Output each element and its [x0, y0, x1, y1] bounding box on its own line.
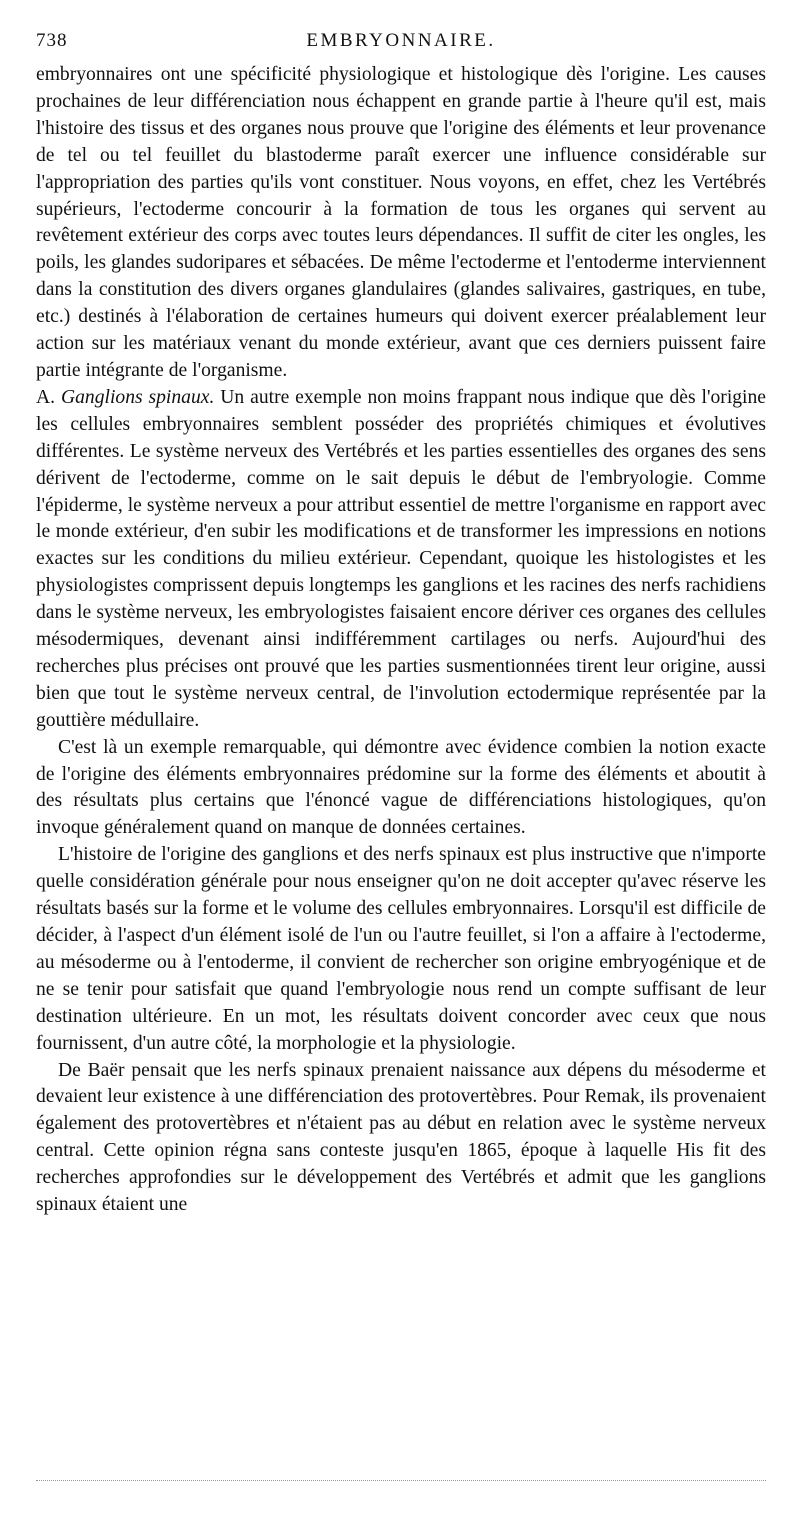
paragraph-2 [36, 385, 766, 735]
bottom-dotted-rule [36, 1480, 766, 1481]
page-header [36, 30, 766, 58]
page-number: 738 [36, 30, 68, 51]
paragraph-5: De Baër pensait que les nerfs spinaux prenaient naissance aux dépens du mésoderme et devaient leur existence à une différenciation des protovertèbres. Pour Remak, ils provenaient également des protovertèbres et n'étaient pas au début en relation avec le système nerveux central. Cette opinion régna sans conteste jusqu'en 1865, époque à laquelle His fit des recherches approfondies sur le développement des Vertébrés et admit que les ganglions spinaux étaient une [36, 1059, 766, 1216]
running-title: EMBRYONNAIRE. [306, 30, 496, 51]
paragraph-2-text: Un autre exemple non moins frappant nous indique que dès l'origine les cellules embryonnaires semblent posséder des propriétés chimiques et évolutives différentes. Le système nerveux des Vertébrés et les parties essentielles des organes des sens dérivent de l'ectoderme, comme on le sait depuis le début de l'embryologie. Comme l'épiderme, le système nerveux a pour attribut essentiel de mettre l'organisme en rapport avec le monde extérieur, d'en subir les modifications et de transformer les impressions en notions exactes sur les conditions du milieu extérieur. Cependant, quoique les histologistes et les physiologistes comprissent depuis longtemps les ganglions et les racines des nerfs rachidiens dans le système nerveux, les embryologistes faisaient encore dériver ces organes des cellules mésodermiques, devenant ainsi indifféremment cartilages ou nerfs. Aujourd'hui des recherches plus précises ont prouvé que les parties susmentionnées tirent leur origine, aussi bien que tout le système nerveux central, de l'involution ectodermique représentée par la gouttière médullaire. [36, 386, 766, 731]
paragraph-4: L'histoire de l'origine des ganglions et des nerfs spinaux est plus instructive que n'importe quelle considération générale pour nous enseigner qu'on ne doit accepter qu'avec réserve les résultats basés sur la forme et le volume des cellules embryonnaires. Lorsqu'il est difficile de décider, à l'aspect d'un élément isolé de l'un ou l'autre feuillet, si l'on a affaire à l'ectoderme, au mésoderme ou à l'entoderme, il convient de rechercher son origine embryogénique et de ne se tenir pour satisfait que quand l'embryologie nous rend un compte suffisant de leur destination ultérieure. En un mot, les résultats doivent concorder avec ceux que nous fournissent, d'un autre côté, la morphologie et la physiologie. [36, 844, 766, 1054]
section-heading: Ganglions spinaux. [60, 386, 215, 408]
paragraph-1: embryonnaires ont une spécificité physiologique et histologique dès l'origine. Les causes prochaines de leur différenciation nous échappent en grande partie à l'heure qu'il est, mais l'histoire des tissus et des organes nous prouve que l'origine des éléments et leur provenance de tel ou tel feuillet du blastoderme paraît exercer une influence considérable sur l'appropriation des parties qu'ils vont constituer. Nous voyons, en effet, chez les Vertébrés supérieurs, l'ectoderme concourir à la formation de tous les organes qui servent au revêtement extérieur des corps avec toutes leurs dépendances. Il suffit de citer les ongles, les poils, les glandes sudoripares et sébacées. De même l'ectoderme et l'entoderme interviennent dans la constitution des divers organes glandulaires (glandes salivaires, gastriques, en tube, etc.) destinés à l'élaboration de certaines humeurs qui doivent exercer préalablement leur action sur les matériaux venant du monde extérieur, avant que ces derniers puissent faire partie intégrante de l'organisme. [36, 64, 766, 381]
book-page [36, 30, 766, 1219]
body-text [36, 62, 766, 1219]
section-marker: A. [36, 386, 56, 408]
paragraph-3: C'est là un exemple remarquable, qui démontre avec évidence combien la notion exacte de l'origine des éléments embryonnaires prédomine sur la forme des éléments et aboutit à des résultats plus certains que l'énoncé vague de différenciations histologiques, qu'on invoque généralement quand on manque de données certaines. [36, 736, 766, 839]
